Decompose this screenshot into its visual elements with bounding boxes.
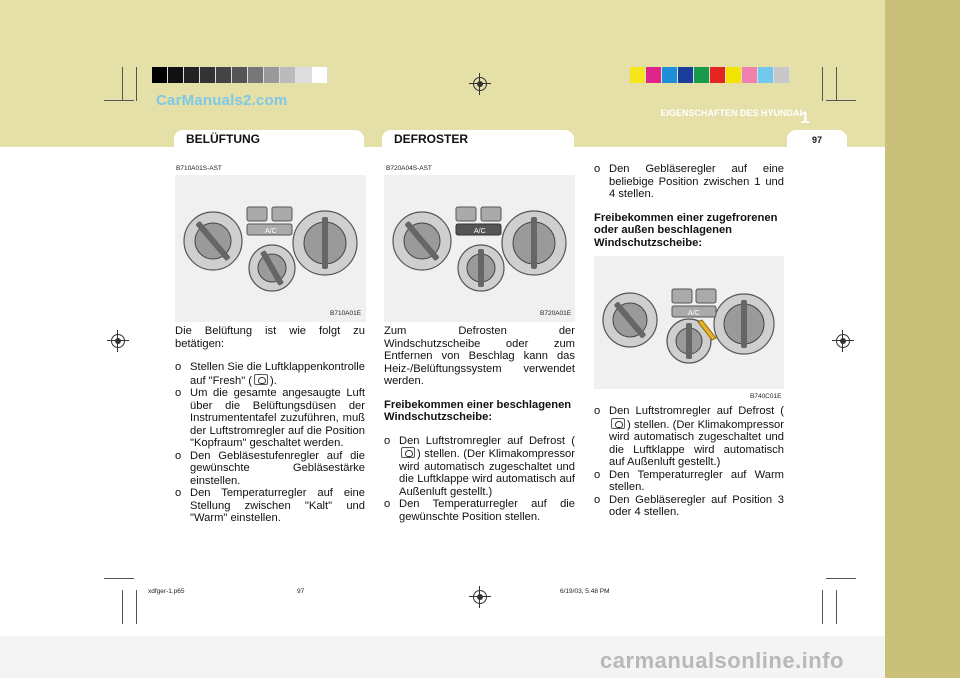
climate-panel-illustration bbox=[594, 256, 784, 389]
calibration-swatch bbox=[694, 67, 710, 83]
side-band bbox=[885, 0, 960, 678]
calibration-swatch bbox=[726, 67, 742, 83]
section-code: B720A04S-AST bbox=[386, 165, 432, 172]
list-item: o Den Luftstromregler auf Defrost () stellen. (Der Klimakompressor wird automatisch zugeschaltet und die Luftklappe wird automatisch auf Außenluft gestellt.) bbox=[384, 435, 575, 499]
calibration-swatch bbox=[216, 67, 232, 83]
calibration-swatch bbox=[232, 67, 248, 83]
figure-caption: B740C01E bbox=[750, 393, 782, 400]
ac-label: A/C bbox=[688, 310, 700, 317]
calibration-swatch bbox=[312, 67, 328, 83]
chapter-title: EIGENSCHAFTEN DES HYUNDAI bbox=[660, 108, 802, 118]
list-item: o Den Gebläseregler auf Position 3 oder 4 stellen. bbox=[594, 494, 784, 519]
calibration-swatch bbox=[200, 67, 216, 83]
footer-file: xdfger-1.p65 bbox=[148, 588, 185, 595]
page-number: 97 bbox=[787, 130, 847, 148]
chapter-number: 1 bbox=[800, 108, 810, 127]
registration-mark-icon bbox=[469, 586, 491, 608]
ac-label: A/C bbox=[265, 228, 277, 235]
watermark-link[interactable]: CarManuals2.com bbox=[156, 92, 288, 109]
list-item: o Den Luftstromregler auf Defrost () stellen. (Der Klimakompressor wird automatisch zugeschaltet und die Luftklappe wird automatisch auf Außenluft gestellt.) bbox=[594, 405, 784, 469]
calibration-swatch bbox=[296, 67, 312, 83]
gray-calibration-bar bbox=[152, 67, 328, 83]
fresh-air-icon bbox=[254, 374, 268, 385]
figure-caption: B710A01E bbox=[330, 310, 362, 317]
defrost-icon bbox=[611, 418, 625, 429]
text-column-left bbox=[175, 325, 365, 525]
ac-label: A/C bbox=[474, 228, 486, 235]
calibration-swatch bbox=[646, 67, 662, 83]
climate-panel-illustration bbox=[175, 175, 366, 322]
calibration-swatch bbox=[742, 67, 758, 83]
defrost-icon bbox=[401, 447, 415, 458]
figure-climate-panel-ventilation bbox=[175, 175, 366, 322]
list-item: o Um die gesamte angesaugte Luft über die Belüftungsdüsen der Instrumententafel zuzuführen, muß der Luftstromregler auf die Position "Kopfraum" geschaltet werden. bbox=[175, 387, 365, 450]
crop-mark bbox=[822, 590, 823, 624]
text-column-right-bottom bbox=[594, 405, 784, 519]
list-item: o Stellen Sie die Luftklappenkontrolle auf "Fresh" ( ). bbox=[175, 361, 365, 387]
crop-mark bbox=[826, 100, 856, 101]
paragraph: Die Belüftung ist wie folgt zu betätigen: bbox=[175, 325, 365, 350]
list-item: o Den Temperaturregler auf eine Stellung zwischen "Kalt" und "Warm" einstellen. bbox=[175, 487, 365, 525]
color-calibration-bar bbox=[630, 67, 790, 83]
list-item: o Den Temperaturregler auf Warm stellen. bbox=[594, 469, 784, 494]
figure-caption: B720A01E bbox=[540, 310, 572, 317]
crop-mark bbox=[122, 67, 123, 101]
calibration-swatch bbox=[168, 67, 184, 83]
calibration-swatch bbox=[710, 67, 726, 83]
bullet-list bbox=[594, 405, 784, 519]
footer-timestamp: 6/19/03, 5:48 PM bbox=[560, 588, 610, 595]
text-column-right-top bbox=[594, 163, 784, 260]
crop-mark bbox=[836, 590, 837, 624]
crop-mark bbox=[104, 578, 134, 579]
subheading: Freibekommen einer beschlagenen Windschutzscheibe: bbox=[384, 398, 572, 423]
bullet-list bbox=[384, 435, 575, 524]
section-code: B710A01S-AST bbox=[176, 165, 222, 172]
brand-watermark: carmanualsonline.info bbox=[600, 648, 844, 673]
calibration-swatch bbox=[152, 67, 168, 83]
bullet-list bbox=[175, 361, 365, 525]
crop-mark bbox=[104, 100, 134, 101]
registration-mark-icon bbox=[469, 73, 491, 95]
calibration-swatch bbox=[248, 67, 264, 83]
crop-mark bbox=[136, 590, 137, 624]
paragraph: Zum Defrosten der Windschutzscheibe oder zum Entfernen von Beschlag kann das Heiz-/Belüftungssystem verwendet werden. bbox=[384, 325, 575, 387]
bullet-list bbox=[594, 163, 784, 201]
calibration-swatch bbox=[662, 67, 678, 83]
footer-page: 97 bbox=[297, 588, 305, 595]
calibration-swatch bbox=[264, 67, 280, 83]
calibration-swatch bbox=[758, 67, 774, 83]
crop-mark bbox=[826, 578, 856, 579]
calibration-swatch bbox=[678, 67, 694, 83]
figure-climate-panel-frozen bbox=[594, 256, 784, 389]
registration-mark-icon bbox=[107, 330, 129, 352]
list-item: o Den Gebläseregler auf eine beliebige Position zwischen 1 und 4 stellen. bbox=[594, 163, 784, 201]
crop-mark bbox=[136, 67, 137, 101]
crop-mark bbox=[836, 67, 837, 101]
crop-mark bbox=[822, 67, 823, 101]
crop-mark bbox=[122, 590, 123, 624]
calibration-swatch bbox=[774, 67, 790, 83]
calibration-swatch bbox=[630, 67, 646, 83]
text-column-middle bbox=[384, 325, 575, 523]
list-item: o Den Temperaturregler auf die gewünschte Position stellen. bbox=[384, 498, 575, 523]
list-item: o Den Gebläsestufenregler auf die gewünschte Gebläsestärke einstellen. bbox=[175, 450, 365, 488]
registration-mark-icon bbox=[832, 330, 854, 352]
figure-climate-panel-defrost bbox=[384, 175, 575, 322]
calibration-swatch bbox=[184, 67, 200, 83]
calibration-swatch bbox=[280, 67, 296, 83]
tab-defroster: DEFROSTER bbox=[382, 130, 574, 147]
subheading: Freibekommen einer zugefrorenen oder außen beschlagenen Windschutzscheibe: bbox=[594, 211, 778, 249]
climate-panel-illustration bbox=[384, 175, 575, 322]
tab-belueftung: BELÜFTUNG bbox=[174, 130, 364, 147]
